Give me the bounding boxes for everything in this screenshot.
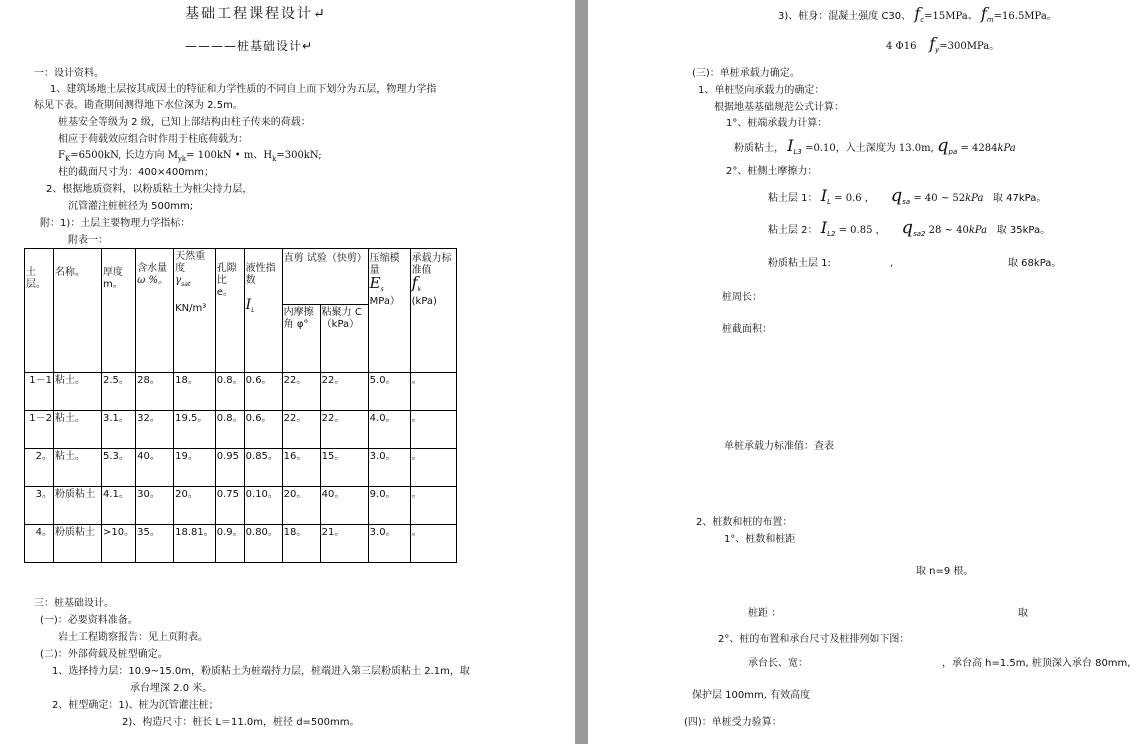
table-cell-layer: 1－2 — [25, 411, 54, 449]
table-cell-liq: 0.80。 — [244, 525, 282, 563]
table-cell-fk: 。 — [410, 525, 456, 563]
table-cell-es: 5.0。 — [368, 373, 410, 411]
table-cell-name: 粘土。 — [54, 411, 102, 449]
header-layer: 土层。 — [25, 249, 54, 373]
pile-body-line: 3)、桩身：混凝土强度 C30、 $f_c=15MPa$、 $f_m=16.5MPa$。 — [778, 4, 1057, 24]
table-cell-layer: 1－1 — [25, 373, 54, 411]
doc-title: 基础工程课程设计↵ — [185, 6, 327, 22]
subsection-data-prep: (一)：必要资料准备。 — [40, 615, 138, 626]
para-bearing-selection: 1、选择持力层：10.9~15.0m，粉质粘土为桩端持力层，桩端进入第三层粉质粘土 2.1m，取 — [52, 666, 470, 677]
section-design-data: 一：设计资料。 — [34, 68, 104, 79]
table-cell-thick: 3.1。 — [102, 411, 136, 449]
table-row — [25, 373, 457, 411]
para-pile-type: 2、桩型确定：1)、桩为沉管灌注桩； — [52, 700, 219, 711]
item-side-friction: 2°、桩侧土摩擦力： — [726, 166, 818, 177]
para-survey-report: 岩土工程勘察报告：见上页附表。 — [58, 632, 208, 643]
table-header-row — [25, 249, 457, 305]
soil-properties-table — [24, 248, 457, 563]
table-cell-water: 35。 — [136, 525, 174, 563]
table-cell-water: 28。 — [136, 373, 174, 411]
para-table-caption: 附表一： — [68, 235, 108, 246]
friction-clay-1: 粘土层 1： $I_L = 0.6$ ， $q_{sa} = 40$ ~ 52kPa 取 47kPa。 — [768, 185, 1047, 206]
header-bearing-capacity: 承载力标准值 $f_k$ (kPa) — [410, 249, 456, 373]
table-cell-water: 30。 — [136, 487, 174, 525]
table-cell-gamma: 19。 — [174, 449, 216, 487]
cap-size-label: 承台长、宽： — [748, 658, 808, 669]
cap-height-line: ，承台高 h=1.5m, 桩顶深入承台 80mm, — [942, 658, 1131, 669]
subsection-vertical-capacity: 1、单桩竖向承载力的确定： — [698, 85, 825, 96]
para-pile-dimensions: 2)、构造尺寸：桩长 L＝11.0m，桩径 d=500mm。 — [122, 717, 360, 728]
item-pile-count: 1°、桩数和桩距 — [724, 534, 796, 545]
pile-count-result: 取 n=9 根。 — [916, 566, 974, 577]
para-loads: $F_K=6500kN$, 长边方向 $M_{yk}= 100kN$ • m、$H_k=300kN$; — [58, 150, 322, 163]
end-bearing-line: 粉质粘土， $I_{L3} =0.10$，入土深度为 13.0m, $q_{pa} = 4284kPa$ — [734, 135, 1016, 156]
item-layout-cap: 2°、桩的布置和承台尺寸及桩排列如下图： — [718, 634, 910, 645]
table-row — [25, 487, 457, 525]
friction-clay-2: 粘土层 2： $I_{L2} = 0.85$ ， $q_{sa2}$ 28 ~ 40kPa 取 35kPa。 — [768, 217, 1051, 238]
table-cell-void: 0.95 — [215, 449, 244, 487]
header-thickness: 厚度 m。 — [102, 249, 136, 373]
single-pile-capacity: 单桩承载力标准值：查表 — [724, 441, 834, 452]
para-appendix: 附：1)：土层主要物理力学指标： — [40, 218, 191, 229]
para-safety-level: 桩基安全等级为 2 级，已知上部结构由柱子传来的荷载： — [58, 117, 311, 128]
table-cell-thick: 4.1。 — [102, 487, 136, 525]
table-cell-name: 粘土。 — [54, 449, 102, 487]
item-end-bearing: 1°、桩端承载力计算： — [726, 118, 828, 129]
subsection-pile-layout: 2、桩数和桩的布置： — [696, 517, 793, 528]
table-cell-layer: 3。 — [25, 487, 54, 525]
header-void-ratio: 孔隙比 e。 — [215, 249, 244, 373]
table-cell-void: 0.9。 — [215, 525, 244, 563]
doc-subtitle: ————桩基础设计↵ — [185, 39, 314, 53]
document-page-right — [588, 0, 1147, 744]
table-cell-phi: 22。 — [282, 373, 320, 411]
table-row — [25, 449, 457, 487]
friction-silty-clay-comma: , — [890, 258, 894, 269]
table-cell-thick: >10。 — [102, 525, 136, 563]
table-row — [25, 525, 457, 563]
table-cell-es: 4.0。 — [368, 411, 410, 449]
table-cell-es: 3.0。 — [368, 525, 410, 563]
header-unit-weight: 天然重度 $\gamma_{sat}$ KN/m³ — [174, 249, 216, 373]
para-1-line-2: 标见下表。勘查期间测得地下水位深为 2.5m。 — [34, 100, 243, 111]
pile-spacing-take: 取 — [1018, 608, 1028, 619]
para-column-section: 柱的截面尺寸为：400×400mm； — [58, 167, 215, 178]
friction-silty-clay-value: 取 68kPa。 — [1008, 258, 1062, 269]
table-cell-liq: 0.85。 — [244, 449, 282, 487]
table-cell-fk: 。 — [410, 411, 456, 449]
table-cell-thick: 2.5。 — [102, 373, 136, 411]
header-liquidity-index: 液性指数 $I_L$ — [244, 249, 282, 373]
table-cell-es: 9.0。 — [368, 487, 410, 525]
table-cell-liq: 0.10。 — [244, 487, 282, 525]
rebar-line: 4 Φ16 $f_y=300MPa$。 — [886, 34, 1000, 54]
table-cell-name: 粉质粘土 — [54, 525, 102, 563]
table-cell-gamma: 19.5。 — [174, 411, 216, 449]
table-cell-void: 0.8。 — [215, 411, 244, 449]
para-1-line-1: 1、建筑场地土层按其成因土的特征和力学性质的不同自上而下划分为五层，物理力学指 — [50, 84, 437, 95]
para-pile-diameter: 沉管灌注桩桩径为 500mm; — [68, 201, 194, 212]
section-pile-design: 三：桩基础设计。 — [34, 598, 114, 609]
table-cell-phi: 16。 — [282, 449, 320, 487]
table-cell-phi: 20。 — [282, 487, 320, 525]
page-gutter — [575, 0, 588, 744]
table-cell-liq: 0.6。 — [244, 373, 282, 411]
table-cell-c: 22。 — [320, 411, 368, 449]
subsection-external-load: (二)：外部荷载及桩型确定。 — [40, 649, 168, 660]
table-cell-es: 3.0。 — [368, 449, 410, 487]
table-cell-name: 粘土。 — [54, 373, 102, 411]
friction-silty-clay-label: 粉质粘土层 1: — [768, 258, 831, 269]
table-cell-gamma: 18.81。 — [174, 525, 216, 563]
table-cell-layer: 2。 — [25, 449, 54, 487]
table-row — [25, 411, 457, 449]
table-cell-fk: 。 — [410, 487, 456, 525]
table-cell-c: 22。 — [320, 373, 368, 411]
table-cell-name: 粉质粘土 — [54, 487, 102, 525]
header-name: 名称。 — [54, 249, 102, 373]
header-cohesion: 粘聚力 C（kPa） — [320, 305, 368, 373]
table-cell-phi: 18。 — [282, 525, 320, 563]
table-cell-void: 0.75 — [215, 487, 244, 525]
para-code-formula: 根据地基基础规范公式计算： — [714, 102, 844, 113]
para-load-combination: 相应于荷载效应组合时作用于柱底荷载为： — [58, 134, 248, 145]
table-cell-fk: 。 — [410, 373, 456, 411]
table-cell-c: 40。 — [320, 487, 368, 525]
table-cell-gamma: 18。 — [174, 373, 216, 411]
section-pile-check: (四)：单桩受力验算： — [684, 717, 782, 728]
header-water-content: 含水量 ω %。 — [136, 249, 174, 373]
table-cell-layer: 4。 — [25, 525, 54, 563]
table-cell-c: 21。 — [320, 525, 368, 563]
table-cell-water: 32。 — [136, 411, 174, 449]
header-friction-angle: 内摩擦角 φ° — [282, 305, 320, 373]
table-cell-thick: 5.3。 — [102, 449, 136, 487]
para-cap-depth: 承台埋深 2.0 米。 — [130, 683, 213, 694]
pile-perimeter: 桩周长： — [722, 292, 762, 303]
para-bearing-layer: 2、根据地质资料，以粉质粘土为桩尖持力层， — [46, 184, 253, 195]
pile-section-area: 桩截面积： — [722, 324, 772, 335]
header-direct-shear: 直剪 试验（快剪） — [282, 249, 368, 305]
header-compression-modulus: 压缩模量 $E_s$ MPa） — [368, 249, 410, 373]
cover-line: 保护层 100mm, 有效高度 — [692, 690, 811, 701]
table-cell-liq: 0.6。 — [244, 411, 282, 449]
table-cell-fk: 。 — [410, 449, 456, 487]
table-cell-gamma: 20。 — [174, 487, 216, 525]
section-capacity: (三)：单桩承载力确定。 — [692, 68, 800, 79]
table-cell-phi: 22。 — [282, 411, 320, 449]
pile-spacing-label: 桩距 ： — [748, 608, 782, 619]
table-cell-water: 40。 — [136, 449, 174, 487]
table-cell-c: 15。 — [320, 449, 368, 487]
table-cell-void: 0.8。 — [215, 373, 244, 411]
